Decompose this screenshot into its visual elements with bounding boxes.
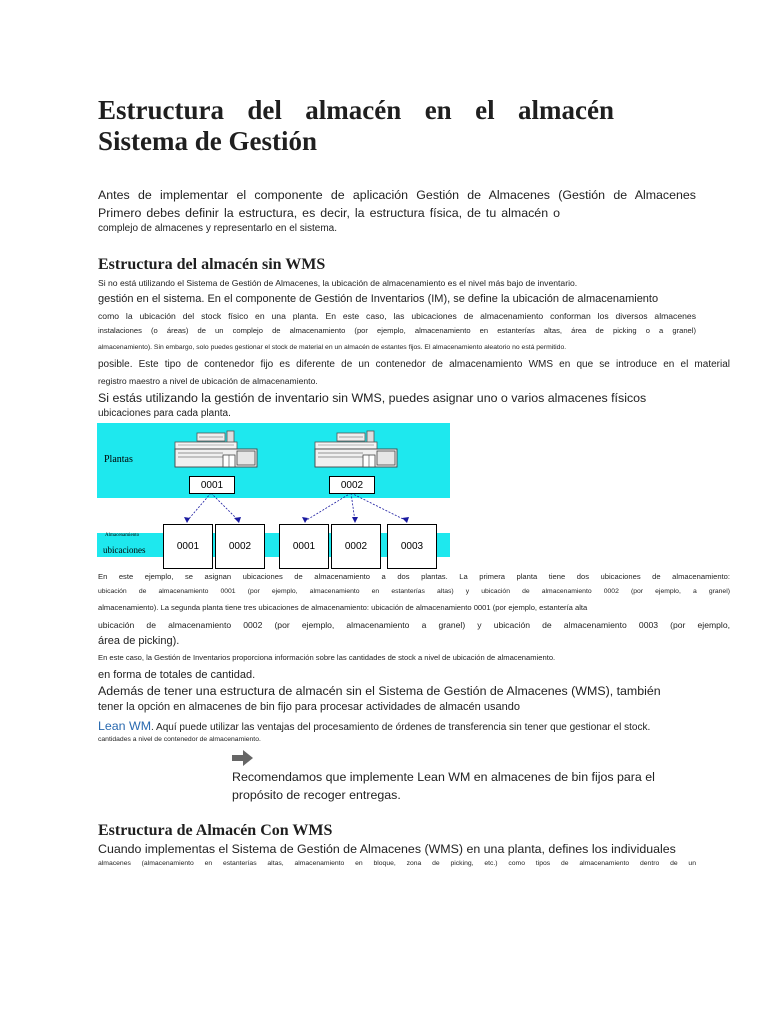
intro-line-1: Antes de implementar el componente de aplicación Gestión de Almacenes (Gestión de Almacenes xyxy=(98,188,696,202)
recommendation-line: Recomendamos que implemente Lean WM en almacenes de bin fijos para el xyxy=(232,770,655,784)
section-heading-without-wms: Estructura del almacén sin WMS xyxy=(98,256,326,273)
paragraph-line: almacenes (almacenamiento en estanterías altas, almacenamiento en bloque, zona de picking, etc.) como tipos de almacenamiento dentro de un xyxy=(98,860,696,867)
paragraph-line: ubicaciones para cada planta. xyxy=(98,408,231,419)
paragraph-line: Si estás utilizando la gestión de inventario sin WMS, puedes asignar uno o varios almacenes físicos xyxy=(98,391,647,405)
storage-location-box: 0001 xyxy=(279,524,329,569)
page-title xyxy=(98,95,614,157)
paragraph-line: gestión en el sistema. En el componente de Gestión de Inventarios (IM), se define la ubicación de almacenamiento xyxy=(98,293,659,305)
paragraph-line: Además de tener una estructura de almacén sin el Sistema de Gestión de Almacenes (WMS), también xyxy=(98,684,661,698)
lean-wm-text: . Aquí puede utilizar las ventajas del procesamiento de órdenes de transferencia sin tener que gestionar el stock. xyxy=(151,722,651,733)
plants-label: Plantas xyxy=(104,454,133,465)
paragraph-line: almacenamiento). La segunda planta tiene tres ubicaciones de almacenamiento: ubicación de almacenamiento 0001 (por ejemplo, estantería alta xyxy=(98,603,588,612)
storage-location-box: 0002 xyxy=(215,524,265,569)
paragraph-line: almacenamiento). Sin embargo, solo puedes gestionar el stock de material en un almacén de estantes fijos. El almacenamiento aleatorio no está permitido. xyxy=(98,344,567,351)
paragraph-line: Si no está utilizando el Sistema de Gestión de Almacenes, la ubicación de almacenamiento es el nivel más bajo de inventario. xyxy=(98,278,578,288)
paragraph-line: en forma de totales de cantidad. xyxy=(98,669,256,681)
factory-icon xyxy=(315,431,397,467)
paragraph-line: como la ubicación del stock físico en una planta. En este caso, las ubicaciones de almacenamiento conforman los diversos almacenes xyxy=(98,311,696,321)
plant-box-0001: 0001 xyxy=(189,476,235,494)
storage-location-box: 0003 xyxy=(387,524,437,569)
arrowhead-icon xyxy=(184,517,409,523)
paragraph-line: registro maestro a nivel de ubicación de almacenamiento. xyxy=(98,376,318,386)
paragraph-line: cantidades a nivel de contenedor de almacenamiento. xyxy=(98,736,261,743)
storage-location-box: 0001 xyxy=(163,524,213,569)
paragraph-line: Cuando implementas el Sistema de Gestión de Almacenes (WMS) en una planta, defines los individuales xyxy=(98,842,676,856)
paragraph-line: En este caso, la Gestión de Inventarios proporciona información sobre las cantidades de stock a nivel de ubicación de almacenamiento. xyxy=(98,653,556,662)
lean-wm-link[interactable]: Lean WM xyxy=(98,719,152,733)
intro-line-2: Primero debes definir la estructura, es decir, la estructura física, de tu almacén o xyxy=(98,206,560,220)
intro-line-3: complejo de almacenes y representarlo en el sistema. xyxy=(98,223,338,234)
lean-wm-line xyxy=(98,717,650,735)
paragraph-line: tener la opción en almacenes de bin fijo para procesar actividades de almacén usando xyxy=(98,701,520,713)
warehouse-structure-diagram xyxy=(97,423,450,573)
storage-label: Almacenamiento xyxy=(105,533,140,538)
paragraph-line: ubicación de almacenamiento 0001 (por ejemplo, almacenamiento en estanterías altas) y ubicación de almacenamiento 0002 (por ejemplo, a granel) xyxy=(98,588,730,595)
right-arrow-icon xyxy=(232,750,254,766)
paragraph-line: ubicación de almacenamiento 0002 (por ejemplo, almacenamiento a granel) y ubicación de almacenamiento 0003 (por ejemplo, xyxy=(98,620,730,630)
locations-label: ubicaciones xyxy=(103,545,146,555)
arrow-icon xyxy=(187,493,407,521)
page-title-line-2: Sistema de Gestión xyxy=(98,126,317,156)
paragraph-line: En este ejemplo, se asignan ubicaciones de almacenamiento a dos plantas. La primera planta tiene dos ubicaciones de almacenamiento: xyxy=(98,572,730,581)
section-heading-with-wms: Estructura de Almacén Con WMS xyxy=(98,822,333,839)
factory-icon xyxy=(175,431,257,467)
recommendation-line: propósito de recoger entregas. xyxy=(232,788,401,802)
paragraph-line: área de picking). xyxy=(98,635,180,647)
paragraph-line: posible. Este tipo de contenedor fijo es diferente de un contenedor de almacenamiento WMS en que se introduce en el material xyxy=(98,359,730,370)
paragraph-line: instalaciones (o áreas) de un complejo de almacenamiento (por ejemplo, almacenamiento en estanterías altas, área de picking o a granel) xyxy=(98,326,696,335)
plant-box-0002: 0002 xyxy=(329,476,375,494)
storage-location-box: 0002 xyxy=(331,524,381,569)
page-title-line-1: Estructura del almacén en el almacén xyxy=(98,95,614,125)
